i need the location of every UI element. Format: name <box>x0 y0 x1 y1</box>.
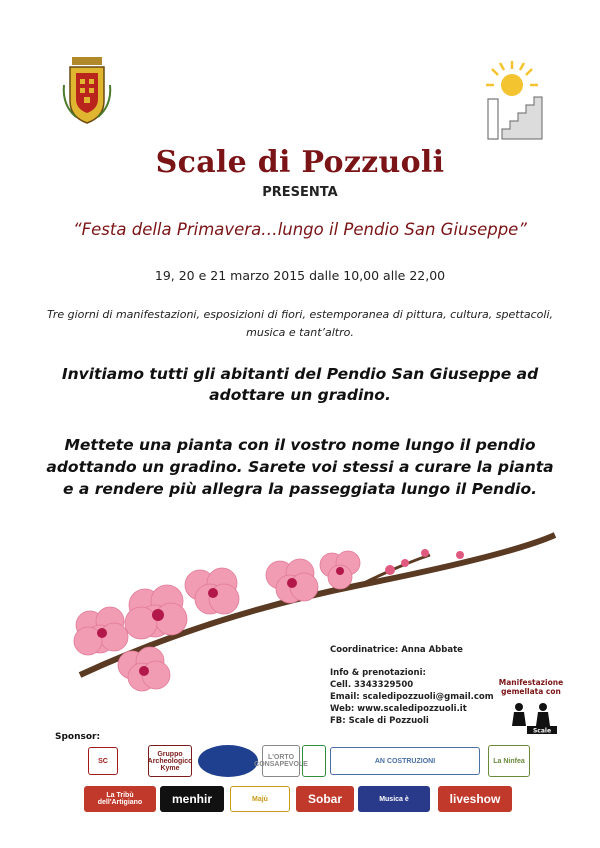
contact-email[interactable]: Email: scaledipozzuoli@gmail.com <box>330 692 494 702</box>
sponsor-logo <box>296 786 354 812</box>
sponsor-logo-text: Majù <box>252 795 268 803</box>
sponsor-logo <box>88 747 118 775</box>
sponsor-logo-text: L'ORTO CONSAPEVOLE <box>254 754 308 768</box>
sponsor-logo-text: menhir <box>171 792 212 806</box>
event-name-part1: “Festa della Primavera… <box>73 220 278 239</box>
event-description: Tre giorni di manifestazioni, esposizioni di fiori, estemporanea di pittura, cultura, spettacoli, musica e tant’altro. <box>46 308 554 339</box>
sponsor-logo <box>254 745 308 777</box>
contact-heading: Info & prenotazioni: <box>330 668 426 678</box>
sponsor-logo <box>302 745 326 777</box>
event-dates: 19, 20 e 21 marzo 2015 dalle 10,00 alle 22,00 <box>154 268 446 283</box>
sponsor-logo <box>358 786 430 812</box>
sponsor-logo-text: La Tribù dell'Artigiano <box>97 792 143 806</box>
instructions-paragraph: Mettete una pianta con il vostro nome lungo il pendio adottando un gradino. Sarete voi stessi a curare la pianta e a rendere più allegra la passeggiata lungo il Pendio. <box>46 436 554 498</box>
sponsor-logo <box>230 786 290 812</box>
sponsor-logo <box>148 745 192 777</box>
sun-stairs-logo-icon <box>478 55 550 143</box>
event-name-part2: lungo il Pendio San Giuseppe” <box>277 220 527 239</box>
sponsor-logo-text: SC <box>98 757 108 765</box>
sponsor-logo-text: AN COSTRUZIONI <box>374 757 436 765</box>
twinned-logo-text: Scale <box>532 727 552 735</box>
contact-web[interactable]: Web: www.scaledipozzuoli.it <box>330 704 467 714</box>
invite-paragraph: Invitiamo tutti gli abitanti del Pendio San Giuseppe ad adottare un gradino. <box>61 365 539 404</box>
twinned-event-logo-icon <box>505 700 560 735</box>
sponsor-logo-text: La Ninfea <box>493 757 525 765</box>
sponsor-logo <box>330 747 480 775</box>
contact-cell: Cell. 3343329500 <box>330 680 414 690</box>
sponsor-logo <box>160 786 224 812</box>
presenta-label: PRESENTA <box>262 185 338 200</box>
sponsor-label: Sponsor: <box>55 732 101 742</box>
sponsor-logo <box>488 745 530 777</box>
event-name <box>0 220 600 239</box>
sponsor-logo-text: liveshow <box>449 792 501 806</box>
sponsor-logo <box>438 786 512 812</box>
coordinator-text: Coordinatrice: Anna Abbate <box>330 645 463 655</box>
coat-of-arms-icon <box>62 55 112 127</box>
sponsor-logo-text: Sobar <box>307 792 342 806</box>
sponsor-logo-text: Musica è <box>379 795 409 803</box>
page-title: Scale di Pozzuoli <box>155 145 445 180</box>
twinned-event-label: Manifestazione gemellata con <box>498 678 564 696</box>
sponsor-logo <box>84 786 156 812</box>
sponsor-logo <box>198 745 258 777</box>
contact-block <box>330 667 494 727</box>
contact-facebook[interactable]: FB: Scale di Pozzuoli <box>330 716 429 726</box>
sponsor-logo-text: Gruppo Archeologico Kyme <box>147 750 193 772</box>
